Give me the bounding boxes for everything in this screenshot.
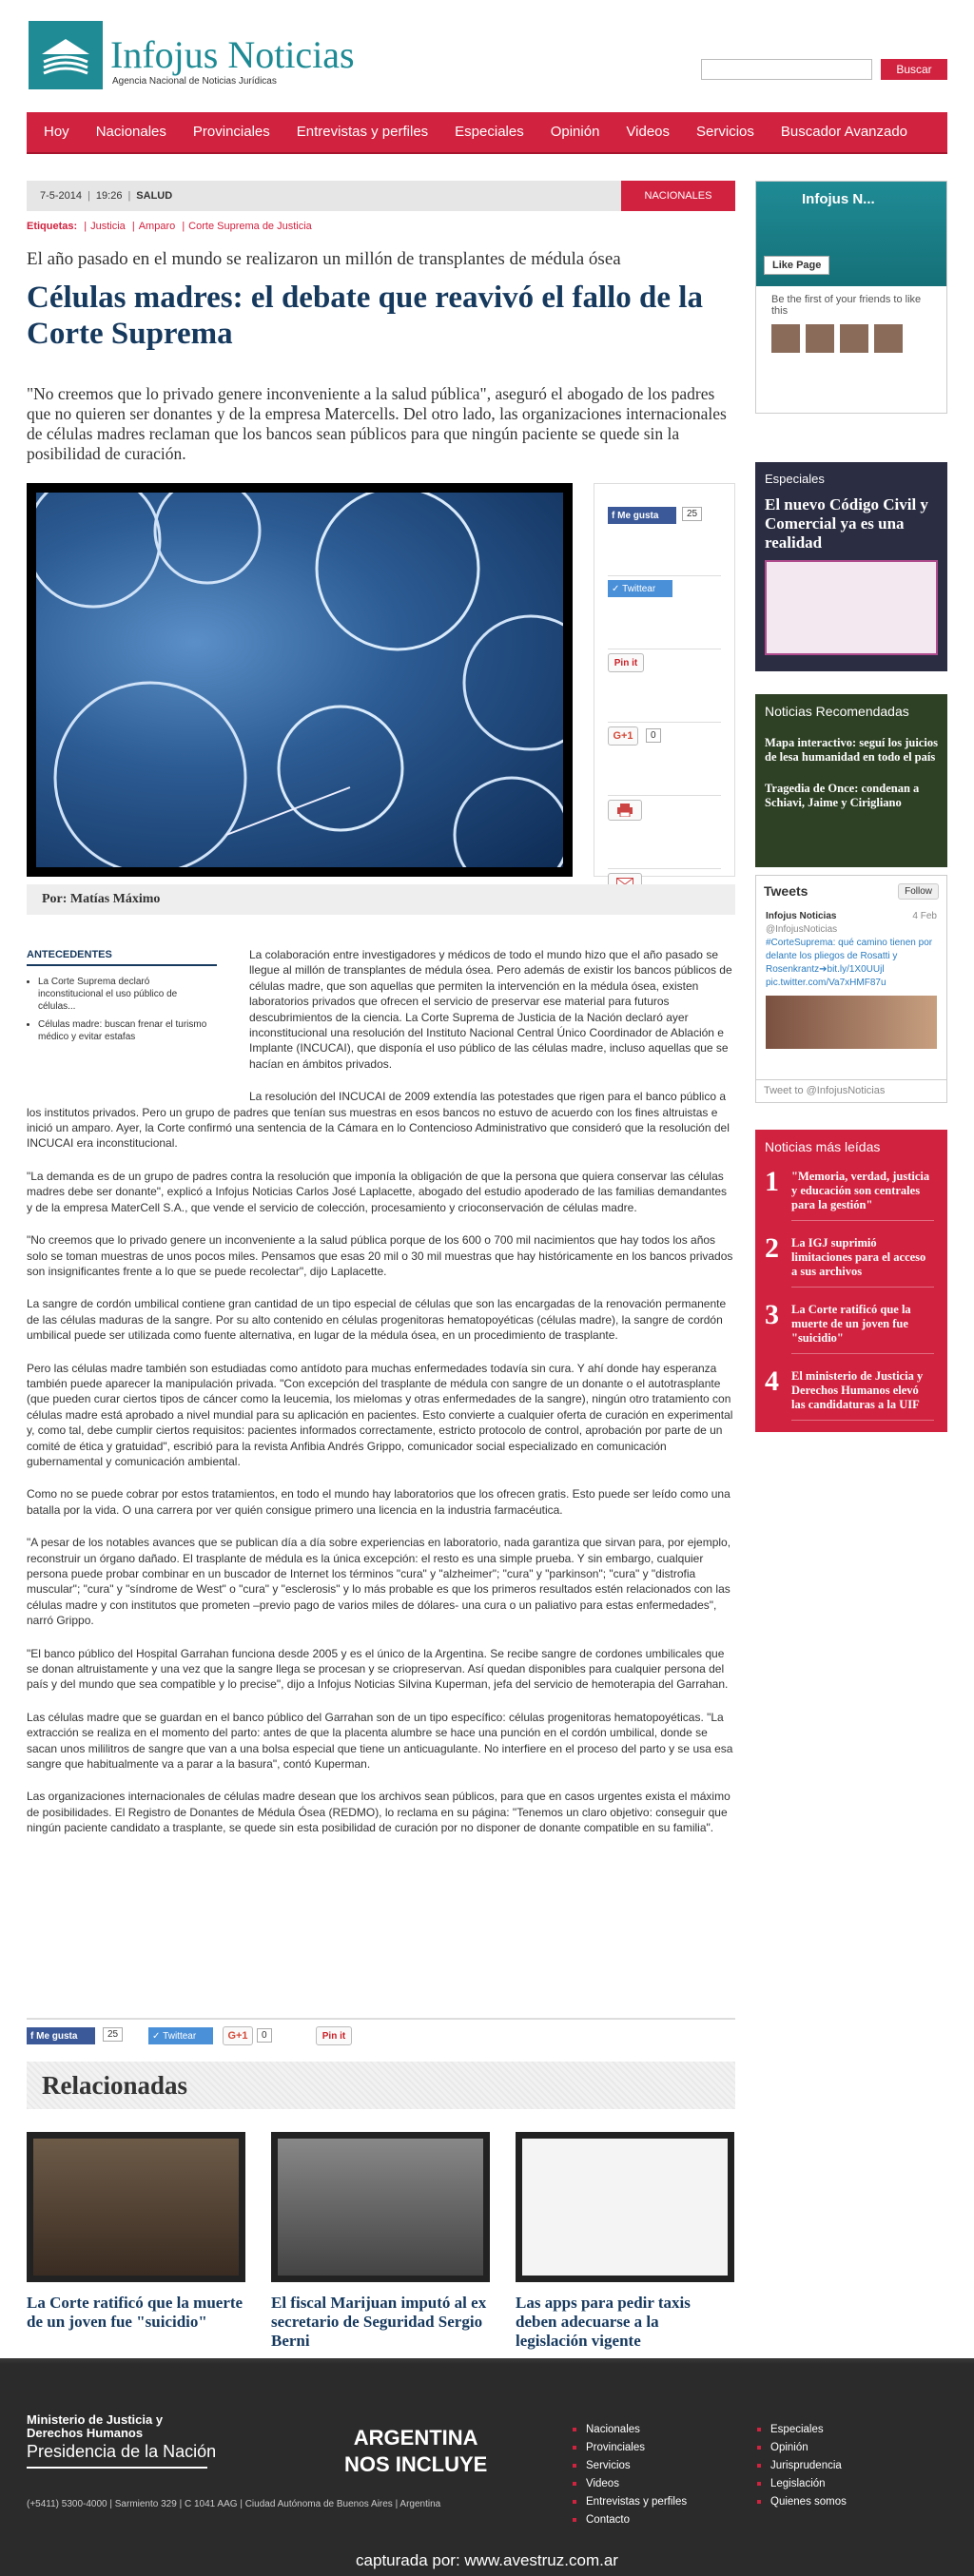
bottom-share-bar	[27, 2018, 735, 2052]
share-panel	[594, 483, 735, 877]
nav-item-especiales[interactable]: Especiales	[455, 124, 524, 140]
antecedentes-link[interactable]: • La Corte Suprema declaró inconstitucional el uso público de células...	[38, 976, 217, 1013]
tweet-button[interactable]: ✓ Twittear	[608, 580, 672, 597]
print-button[interactable]	[608, 800, 642, 821]
nav-item-hoy[interactable]: Hoy	[44, 124, 69, 140]
tweet-text[interactable]: #CorteSuprema: qué camino tienen por delante los pliegos de Rosatti y Rosenkrantz➔bit.ly/1X0UUjl pic.twitter.com/Va7xHMF87u	[766, 938, 933, 988]
facebook-like-button[interactable]: f Me gusta	[27, 2027, 95, 2044]
article-paragraph: Las células madre que se guardan en el banco público del Garrahan son de un tipo específico: células progenitoras hematopoyéticas. "La extracción se realiza en el momento del parto: antes de que la placenta alumbre se hace una punción en el cordón umbilical, donde se sacan unos mililitros de sangre que van a una bolsa especial que tiene un anticuagulante. No interfiere en el proceso del parto y se usa esa sangre que habitualmente va a parar a la basura", contó Kuperman.	[27, 1710, 733, 1772]
related-title-text[interactable]: Las apps para pedir taxis deben adecuarse a la legislación vigente	[516, 2294, 691, 2350]
article-paragraph: Como no se puede cobrar por estos tratamientos, en todo el mundo hay laboratorios que los ofrecen gratis. Esto puede ser leído como una batalla por la vida. O una carrera por ver quién consigue primero una licencia en la industria farmacéutica.	[27, 1487, 730, 1517]
related-title-text[interactable]: La Corte ratificó que la muerte de un joven fue "suicidio"	[27, 2294, 244, 2331]
related-card[interactable]	[27, 2132, 245, 2332]
presidency-name: Presidencia de la Nación	[27, 2442, 217, 2461]
facebook-like-count: 25	[103, 2027, 123, 2042]
especiales-label: Especiales	[765, 472, 825, 486]
article-kicker: El año pasado en el mundo se realizaron un millón de transplantes de médula ósea	[27, 249, 621, 269]
mas-leida-link[interactable]: La IGJ suprimió limitaciones para el acceso a sus archivos	[791, 1232, 934, 1288]
article-paragraph: La resolución del INCUCAI de 2009 extendía las potestades que rigen para el banco público a los institutos privados. Pero un grupo de padres que tenían sus muestras en esos bancos no estuvo de acuerdo con los fines altruistas e inició un amparo. Ayer, la Corte confirmó una sentencia de la Cámara en lo Contencioso Administrativo que consideró que la resolución del INCUCAI era inconstitucional.	[27, 1090, 730, 1151]
article-time: 19:26	[95, 190, 123, 202]
site-header	[27, 17, 947, 103]
facebook-like-button[interactable]: f Me gusta	[608, 507, 676, 524]
article-paragraph: Pero las células madre también son estudiadas como antídoto para muchas enfermedades todavía sin cura. Y ahí donde hay esperanza también puede aparecer la manipulación privada. "Con excepción del trasplante de médula con sangre de un donante o el autotrasplante (que pueden curar ciertos tipos de cáncer como la leucemia, los mielomas y otras enfermedades de la sangre), ningún otro tratamiento con células madre está aprobado a nivel mundial para su aplicación en pacientes. Esto convierte a cualquier oferta de curación en experimental y, como tal, debe cumplir ciertos requisitos: pacientes informados correctamente, estricto protocolo de control, aprobación por parte de un comité de ética y gratuidad", escribió para la revista Anfibia Andrés Grippo, comunicador social especializado en comunicación gubernamental y comunicación ambiental.	[27, 1361, 733, 1468]
tags-row: Etiquetas: | Justicia | Amparo | Corte Suprema de Justicia	[27, 221, 312, 232]
pinterest-button[interactable]: Pin it	[608, 653, 644, 672]
footer-link[interactable]: Especiales	[757, 2421, 847, 2439]
article-category: SALUD	[136, 190, 173, 202]
mas-leidas-box	[755, 1130, 947, 1432]
tweet-account[interactable]: Infojus Noticias	[766, 911, 837, 921]
article-column	[27, 181, 735, 2350]
logo-icon[interactable]	[29, 21, 103, 89]
nav-item-buscador[interactable]: Buscador Avanzado	[780, 124, 908, 140]
related-title-text[interactable]: El fiscal Marijuan imputó al ex secretario de Seguridad Sergio Berni	[271, 2294, 487, 2350]
twitter-icon: ✓	[152, 2030, 164, 2042]
facebook-like-count: 25	[682, 507, 702, 521]
nav-item-provinciales[interactable]: Provinciales	[192, 124, 270, 140]
article-photo	[27, 483, 573, 877]
tag-link[interactable]: Justicia	[90, 221, 126, 232]
tweet-button[interactable]: ✓ Twittear	[148, 2027, 213, 2044]
article-paragraph: "No creemos que lo privado genere un inconveniente a la salud pública porque de los 600 o 700 mil nacimientos que hay todos los años solo se toman muestras de unos pocos miles. Pensamos que esas 20 mil o 30 mil muestras que hay históricamente en los bancos privados son insignificantes frente a lo que se puede recolectar", dijo Laplacette.	[27, 1233, 733, 1278]
fb-friends-avatars	[756, 324, 946, 353]
footer-link[interactable]: Nacionales	[573, 2421, 687, 2439]
logo-subtitle: Agencia Nacional de Noticias Jurídicas	[112, 76, 277, 87]
especiales-title[interactable]: El nuevo Código Civil y Comercial ya es una realidad	[765, 495, 928, 552]
capture-caption: capturada por: www.avestruz.com.ar	[356, 2551, 618, 2569]
google-plus-count: 0	[257, 2028, 272, 2043]
facebook-page-widget	[755, 181, 947, 414]
recomendada-link[interactable]: Tragedia de Once: condenan a Schiavi, Jaime y Cirigliano	[765, 782, 920, 809]
google-plus-button[interactable]: G+1	[608, 726, 638, 746]
tags-label: Etiquetas:	[27, 221, 78, 232]
antecedentes-title: ANTECEDENTES	[27, 949, 217, 966]
article-meta: 7-5-2014 | 19:26 | SALUD	[27, 181, 735, 211]
argentina-logo: ARGENTINA NOS INCLUYE	[344, 2426, 488, 2476]
article-body	[27, 947, 735, 1853]
article-date: 7-5-2014	[40, 190, 83, 202]
pinterest-button[interactable]: Pin it	[316, 2026, 352, 2045]
article-paragraph: "La demanda es de un grupo de padres contra la resolución que imponía la obligación de que la persona que quiera conservar las células madres debe ser donante", explicó a Infojus Noticias Carlos José Laplacette, abogado del estudio apoderado de las familias demandantes y de la empresa MaterCell S.A., que vende el servicio de colección, procesamiento y crioconservación de células madre.	[27, 1169, 728, 1214]
tweets-label: Tweets	[764, 883, 808, 899]
tweet-handle: @InfojusNoticias	[766, 924, 838, 935]
facebook-icon: f	[30, 2030, 37, 2042]
tweet-to-input[interactable]: Tweet to @InfojusNoticias	[756, 1079, 946, 1102]
rank-number: 3	[765, 1299, 779, 1330]
main-nav	[27, 112, 947, 154]
footer-address: (+5411) 5300-4000 | Sarmiento 329 | C 1041 AAG | Ciudad Autónoma de Buenos Aires | Argentina	[27, 2499, 441, 2509]
article-paragraph: "El banco público del Hospital Garrahan funciona desde 2005 y es el único de la Argentina. Se recibe sangre de cordones umbilicales que se donan altruistamente y una vez que la sangre llega se procesan y se criopreservan. Así quedan disponibles para cualquier persona del país y del mundo que sea compatible y lo precise", dijo a Infojus Noticias Silvina Kuperman, jefa del servicio de hemoterapia del Garrahan.	[27, 1646, 729, 1692]
twitter-icon: ✓	[612, 583, 623, 594]
mas-leida-link[interactable]: "Memoria, verdad, justicia y educación son centrales para la gestión"	[791, 1166, 934, 1221]
google-plus-button[interactable]: G+1	[223, 2026, 253, 2045]
fb-like-page-button[interactable]: Like Page	[764, 256, 829, 275]
facebook-icon: f	[612, 510, 618, 521]
tweet-image	[766, 996, 937, 1049]
article-paragraph: "A pesar de los notables avances que se publican día a día sobre experiencias en laboratorio, nada garantiza que sirvan para, por ejemplo, reconstruir un órgano dañado. El trasplante de médula es la única excepción: el resto es una simple prueba. Y sin embargo, cualquier persona puede probar combinar en un buscador de Internet los términos "cura" y "alzheimer"; "cura" y "parkinson"; "cura" y "distrofia muscular"; "cura" y "síndrome de West" o "cura" y "esclerosis" y lo más probable es que los primeros resultados estén relacionados con las células madre y con institutos que prometen –previo pago de varios miles de dólares- una cura o un paliativo para estas enfermedades", narró Grippo.	[27, 1536, 731, 1628]
related-title: Relacionadas	[27, 2062, 735, 2109]
antecedentes-box	[27, 949, 217, 1049]
related-card[interactable]	[271, 2132, 490, 2351]
footer-link[interactable]: Opinión	[757, 2439, 847, 2457]
rank-number: 2	[765, 1232, 779, 1264]
recomendadas-label: Noticias Recomendadas	[765, 704, 909, 719]
twitter-widget	[755, 875, 947, 1103]
nav-item-nacionales[interactable]: Nacionales	[95, 124, 166, 140]
related-card[interactable]	[516, 2132, 734, 2351]
nav-item-entrevistas[interactable]: Entrevistas y perfiles	[296, 124, 429, 140]
especiales-box[interactable]	[755, 462, 947, 671]
recomendada-link[interactable]: Mapa interactivo: seguí los juicios de lesa humanidad en todo el país	[765, 736, 938, 764]
footer-link[interactable]: Quienes somos	[757, 2493, 847, 2511]
tweet-date: 4 Feb	[912, 911, 937, 921]
fb-page-name[interactable]: Infojus N...	[802, 191, 875, 207]
logo-title[interactable]: Infojus Noticias	[110, 33, 355, 76]
especiales-image	[765, 560, 938, 655]
ministry-name: Ministerio de Justicia y Derechos Humanos	[27, 2412, 164, 2440]
nav-item-videos[interactable]: Videos	[626, 124, 671, 140]
nav-item-servicios[interactable]: Servicios	[696, 124, 754, 140]
tag-link[interactable]: Amparo	[138, 221, 176, 232]
article-paragraph: Las organizaciones internacionales de células madre desean que los archivos sean públicos, para que en casos urgentes exista el máximo de posibilidades. El Registro de Donantes de Médula Ósea (REDMO), lo reclama en su página: "Tenemos un claro objetivo: conseguir que ningún paciente candidato a trasplante, se quede sin esta posibilidad de curación por no disponer de donante compatible en su familia".	[27, 1790, 730, 1835]
article-paragraph: La colaboración entre investigadores y médicos de todo el mundo hizo que el año pasado se llegue al millón de transplantes de médula ósea. Pero además de existir los bancos públicos de células madre, que son aquellas que permiten la intervención en la médula ósea, existen laboratorios privados que ofrecen el servicio de preservar ese material para futuros descubrimientos de la ciencia. La Corte Suprema de Justicia de la Nación declaró ayer inconstitucional una resolución del Instituto Nacional Central Único Coordinador de Ablación e Implante (INCUCAI), que disponía el uso público de las células madre, incluso aquellas que se hacían en ámbitos privados.	[249, 948, 732, 1071]
mas-leida-link[interactable]: El ministerio de Justicia y Derechos Humanos elevó las candidaturas a la UIF	[791, 1365, 934, 1421]
print-icon	[616, 804, 633, 817]
article-headline: Células madres: el debate que reavivó el fallo de la Corte Suprema	[27, 281, 703, 351]
google-plus-count: 0	[646, 728, 661, 743]
recomendadas-box	[755, 694, 947, 867]
footer-link[interactable]: Servicios	[573, 2457, 687, 2475]
footer-link[interactable]: Contacto	[573, 2511, 687, 2529]
section-badge[interactable]: NACIONALES	[621, 181, 735, 211]
article-paragraph: La sangre de cordón umbilical contiene gran cantidad de un tipo especial de células que son las encargadas de la renovación permanente de las células maduras de la sangre. Por su alto contenido en células progenitoras hematopoyéticas (células madre), la sangre de cordón umbilical puede ser utilizada como fuente alternativa, en lugar de la médula ósea, en un procedimiento de trasplante.	[27, 1297, 727, 1343]
footer-links-col2	[757, 2421, 847, 2511]
footer-link[interactable]: Entrevistas y perfiles	[573, 2493, 687, 2511]
rank-number: 4	[765, 1365, 779, 1397]
twitter-follow-button[interactable]: Follow	[898, 883, 939, 900]
mas-leida-link[interactable]: La Corte ratificó que la muerte de un joven fue "suicidio"	[791, 1299, 934, 1354]
mas-leidas-label: Noticias más leídas	[765, 1139, 881, 1154]
footer-link[interactable]: Videos	[573, 2475, 687, 2493]
footer-link[interactable]: Jurisprudencia	[757, 2457, 847, 2475]
footer-links-col1	[573, 2421, 687, 2529]
search-input[interactable]	[701, 59, 872, 80]
fb-friends-text: Be the first of your friends to like this	[771, 294, 922, 317]
site-footer	[0, 2358, 974, 2576]
tag-link[interactable]: Corte Suprema de Justicia	[188, 221, 312, 232]
footer-link[interactable]: Legislación	[757, 2475, 847, 2493]
rank-number: 1	[765, 1166, 779, 1197]
antecedentes-link[interactable]: • Células madre: buscan frenar el turismo médico y evitar estafas	[38, 1018, 217, 1043]
article-byline: Por: Matías Máximo	[27, 884, 735, 915]
article-dek: "No creemos que lo privado genere inconveniente a la salud pública", aseguró el abogado de los padres que no quieren ser donantes y de la empresa Matercells. Del otro lado, las organizaciones internacionales de células madres reclaman que los bancos sean públicos para que ningún paciente se quede sin la posibilidad de curación.	[27, 384, 727, 463]
footer-link[interactable]: Provinciales	[573, 2439, 687, 2457]
search-button[interactable]: Buscar	[881, 59, 947, 80]
nav-item-opinion[interactable]: Opinión	[550, 124, 600, 140]
